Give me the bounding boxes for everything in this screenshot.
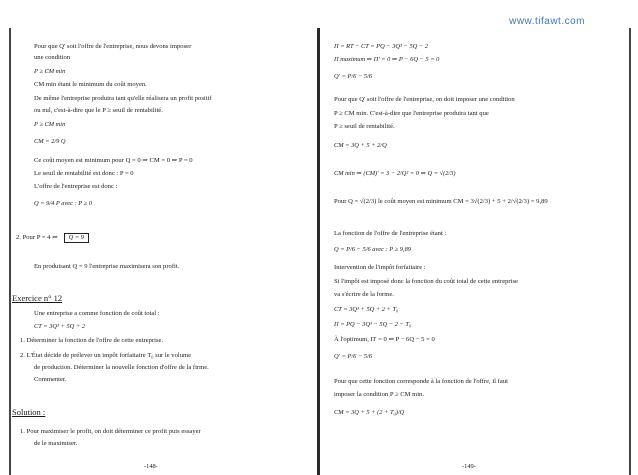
text-line: ou nul, c'est-à-dire que le P ≥ seuil de rentabilité. (34, 107, 163, 114)
formula-line: Q' = P/6 − 5/6 (334, 73, 373, 80)
text-line: Le seuil de rentabilité est donc : P = 0 (34, 170, 134, 177)
formula-line: CM = 3Q + 5 + (2 + T₀)/Q (334, 409, 405, 416)
formula-line: CM = 2/9 Q (34, 138, 66, 145)
formula-line: CM = 3Q + 5 + 2/Q (334, 142, 387, 149)
formula-line: P ≥ CM min (34, 68, 66, 75)
text-line: De même l'entreprise produira tant qu'elle réalisera un profit positif (34, 95, 212, 102)
formula-line: Q' = P/6 − 5/6 (334, 353, 373, 360)
text-line: Pour que cette fonction corresponde à la fonction de l'offre, il faut (334, 378, 508, 385)
formula-line: Π maximum ⇒ Π' = 0 ⇒ P − 6Q − 5 = 0 (334, 56, 440, 63)
text-line: L'offre de l'entreprise est donc : (34, 183, 118, 190)
exercise-heading: Exercice n° 12 (12, 293, 63, 303)
formula-line: Q = P/6 − 5/6 avec : P ≥ 9,89 (334, 246, 411, 253)
page-number: -149- (462, 463, 476, 470)
left-page-edge (9, 28, 11, 475)
text-line: Pour que Q' soit l'offre de l'entreprise, nous devons imposer (34, 43, 192, 50)
book-spine (317, 28, 320, 475)
formula-line: CT = 3Q³ + 5Q + 2 + T₀ (334, 306, 399, 313)
text-line: Si l'impôt est imposé donc la fonction du coût total de cette entreprise (334, 278, 518, 285)
text-line: va s'écrire de la forme. (334, 291, 394, 298)
formula-line: Q = 9/4 P avec : P ≥ 0 (34, 200, 92, 207)
formula-line: CT = 3Q³ + 5Q + 2 (34, 323, 85, 330)
text-line: imposer la condition P ≥ CM min. (334, 391, 425, 398)
formula-line: Π = PQ − 3Q³ − 5Q − 2 − T₀ (334, 321, 412, 328)
formula-line: P ≥ CM min (34, 121, 66, 128)
watermark: www.tifawt.com (509, 16, 585, 27)
text-line: une condition (34, 54, 71, 61)
text-line: En produisant Q = 9 l'entreprise maximisera son profit. (34, 263, 180, 270)
question-2-line (16, 233, 89, 243)
formula-line: Π = RT − CT = PQ − 3Q³ − 5Q − 2 (334, 43, 428, 50)
solution-heading: Solution : (12, 407, 46, 417)
text-line: de le maximiser. (34, 440, 78, 447)
boxed-result: Q = 9 (64, 233, 89, 243)
text-line: 2. L'État décide de prélever un impôt forfaitaire T₀ sur le volume (20, 352, 192, 359)
text-fragment: 2. Pour P = 4 ⇒ (16, 234, 58, 241)
text-line: Pour que Q' soit l'offre de l'entreprise, on doit imposer une condition (334, 96, 515, 103)
page-number: -148- (144, 463, 158, 470)
text-line: À l'optimum, Π' = 0 ⇒ P − 6Q − 5 = 0 (334, 336, 435, 343)
text-line: de production. Déterminer la nouvelle fonction d'offre de la firme. (34, 364, 209, 371)
text-line: CM min étant le minimum du coût moyen. (34, 81, 147, 88)
text-line: P ≥ CM min. C'est-à-dire que l'entreprise produira tant que (334, 110, 489, 117)
text-line: Pour Q = √(2/3) le coût moyen est minimum CM = 3√(2/3) + 5 + 2/√(2/3) = 9,89 (334, 198, 548, 205)
text-line: Intervention de l'impôt forfaitaire : (334, 264, 426, 271)
right-page-edge (629, 28, 631, 475)
text-line: Ce coût moyen est minimum pour Q = 0 ⇒ CM = 0 ⇒ P = 0 (34, 157, 193, 164)
text-line: Commenter. (34, 376, 67, 383)
text-line: Une entreprise a comme fonction de coût total : (34, 310, 160, 317)
formula-line: CM min ⇒ (CM)' = 3 − 2/Q² = 0 ⇒ Q = √(2/3) (334, 170, 456, 177)
text-line: 1. Pour maximiser le profit, on doit déterminer ce profit puis essayer (20, 428, 201, 435)
text-line: La fonction de l'offre de l'entreprise étant : (334, 230, 447, 237)
text-line: 1. Déterminer la fonction de l'offre de cette entreprise. (20, 337, 164, 344)
text-line: P ≥ seuil de rentabilité. (334, 123, 395, 130)
